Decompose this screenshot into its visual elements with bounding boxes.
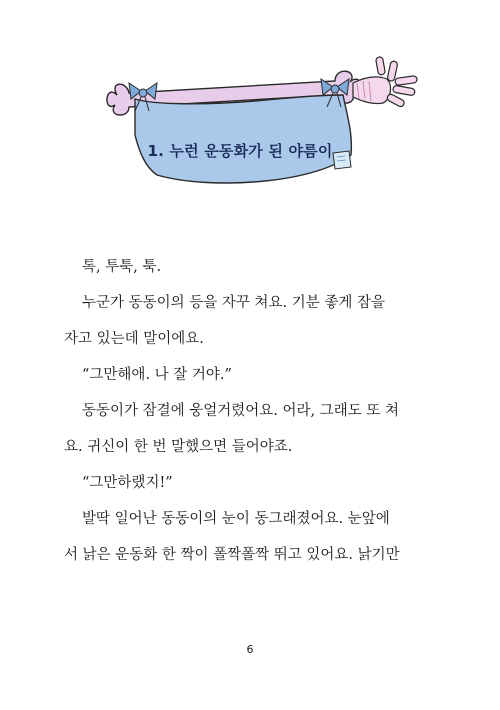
page-number: 6 bbox=[246, 643, 254, 656]
paragraph-line: “그만하랬지!” bbox=[82, 475, 173, 491]
paragraph-line: “그만해애. 나 잘 거야.” bbox=[82, 367, 232, 383]
chapter-header-illustration bbox=[95, 55, 425, 195]
paragraph-line: 동동이가 잠결에 웅얼거렸어요. 어라, 그래도 또 쳐 bbox=[82, 403, 400, 419]
paragraph-line: 발딱 일어난 동동이의 눈이 동그래졌어요. 눈앞에 bbox=[82, 511, 390, 527]
paragraph-line: 자고 있는데 말이에요. bbox=[64, 331, 204, 347]
paragraph-line: 서 낡은 운동화 한 짝이 폴짝폴짝 뛰고 있어요. 낡기만 bbox=[64, 547, 400, 563]
chapter-title: 1. 누런 운동화가 된 야름이 bbox=[147, 142, 333, 160]
paragraph-line: 요. 귀신이 한 번 말했으면 들어야죠. bbox=[64, 439, 293, 455]
hand-icon bbox=[353, 56, 417, 107]
cloth-banner-icon bbox=[135, 95, 351, 183]
paragraph-line: 톡, 투툭, 툭. bbox=[82, 259, 162, 275]
paragraph-line: 누군가 동동이의 등을 자꾸 쳐요. 기분 좋게 잠을 bbox=[82, 295, 386, 311]
